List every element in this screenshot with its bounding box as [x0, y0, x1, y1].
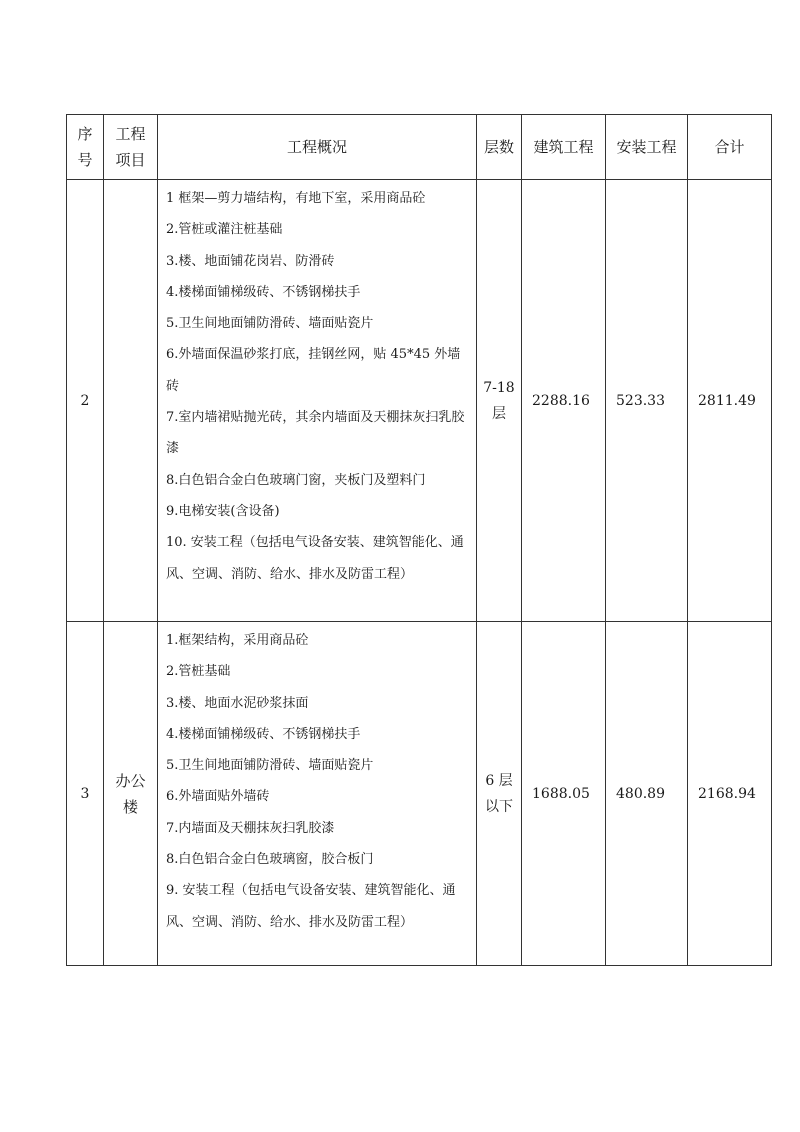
row-installation: 523.33	[606, 180, 688, 622]
project-line1: 办公	[115, 771, 146, 790]
header-overview: 工程概况	[158, 115, 477, 180]
overview-item: 10. 安装工程（包括电气设备安装、建筑智能化、通风、空调、消防、给水、排水及防雷工程）	[166, 535, 464, 582]
overview-item: 2.管桩基础	[166, 664, 231, 680]
floors-line2: 层	[492, 405, 506, 422]
floors-line1: 6 层	[485, 772, 513, 789]
overview-item: 1.框架结构，采用商品砼	[166, 633, 309, 648]
header-seq-line1: 序	[77, 125, 93, 143]
row-total: 2811.49	[688, 180, 772, 622]
overview-item: 3.楼、地面铺花岗岩、防滑砖	[166, 253, 335, 269]
header-construction: 建筑工程	[522, 115, 606, 180]
table-row	[67, 180, 772, 622]
header-row	[67, 115, 772, 180]
overview-item: 4.楼梯面铺梯级砖、不锈钢梯扶手	[166, 726, 361, 742]
overview-item: 2.管桩或灌注桩基础	[166, 222, 283, 238]
header-installation: 安装工程	[606, 115, 688, 180]
row-total: 2168.94	[688, 622, 772, 966]
table-row	[67, 622, 772, 966]
overview-item: 6.外墙面贴外墙砖	[166, 789, 270, 805]
floors-line2: 以下	[485, 798, 513, 815]
row-construction: 1688.05	[522, 622, 606, 966]
header-project	[104, 115, 158, 180]
header-seq	[67, 115, 104, 180]
row-floors	[477, 180, 522, 622]
row-seq: 3	[67, 622, 104, 966]
overview-item: 1 框架—剪力墙结构，有地下室，采用商品砼	[166, 191, 426, 206]
overview-item: 4.楼梯面铺梯级砖、不锈钢梯扶手	[166, 284, 361, 300]
row-overview	[158, 180, 477, 622]
overview-item: 7.内墙面及天棚抹灰扫乳胶漆	[166, 820, 335, 836]
row-construction: 2288.16	[522, 180, 606, 622]
overview-item: 5.卫生间地面铺防滑砖、墙面贴瓷片	[166, 316, 374, 332]
header-project-line2: 项目	[115, 151, 146, 169]
row-overview	[158, 622, 477, 966]
header-total: 合计	[688, 115, 772, 180]
floors-line1: 7-18	[483, 379, 515, 396]
overview-item: 8.白色铝合金白色玻璃窗，胶合板门	[166, 852, 374, 868]
overview-item: 9. 安装工程（包括电气设备安装、建筑智能化、通风、空调、消防、给水、排水及防雷工程）	[166, 883, 456, 930]
header-project-line1: 工程	[115, 125, 146, 143]
row-installation: 480.89	[606, 622, 688, 966]
overview-item: 6.外墙面保温砂浆打底，挂钢丝网，贴 45*45 外墙砖	[166, 347, 461, 394]
overview-item: 8.白色铝合金白色玻璃门窗，夹板门及塑料门	[166, 472, 426, 488]
row-project	[104, 622, 158, 966]
header-floors: 层数	[477, 115, 522, 180]
overview-item: 9.电梯安装(含设备)	[166, 503, 280, 519]
row-floors	[477, 622, 522, 966]
row-seq: 2	[67, 180, 104, 622]
overview-item: 5.卫生间地面铺防滑砖、墙面贴瓷片	[166, 758, 374, 774]
overview-item: 7.室内墙裙贴抛光砖，其余内墙面及天棚抹灰扫乳胶漆	[166, 410, 465, 457]
overview-item: 3.楼、地面水泥砂浆抹面	[166, 695, 309, 711]
header-seq-line2: 号	[77, 151, 93, 169]
row-project	[104, 180, 158, 622]
cost-table	[66, 114, 772, 966]
project-line2: 楼	[122, 797, 138, 816]
